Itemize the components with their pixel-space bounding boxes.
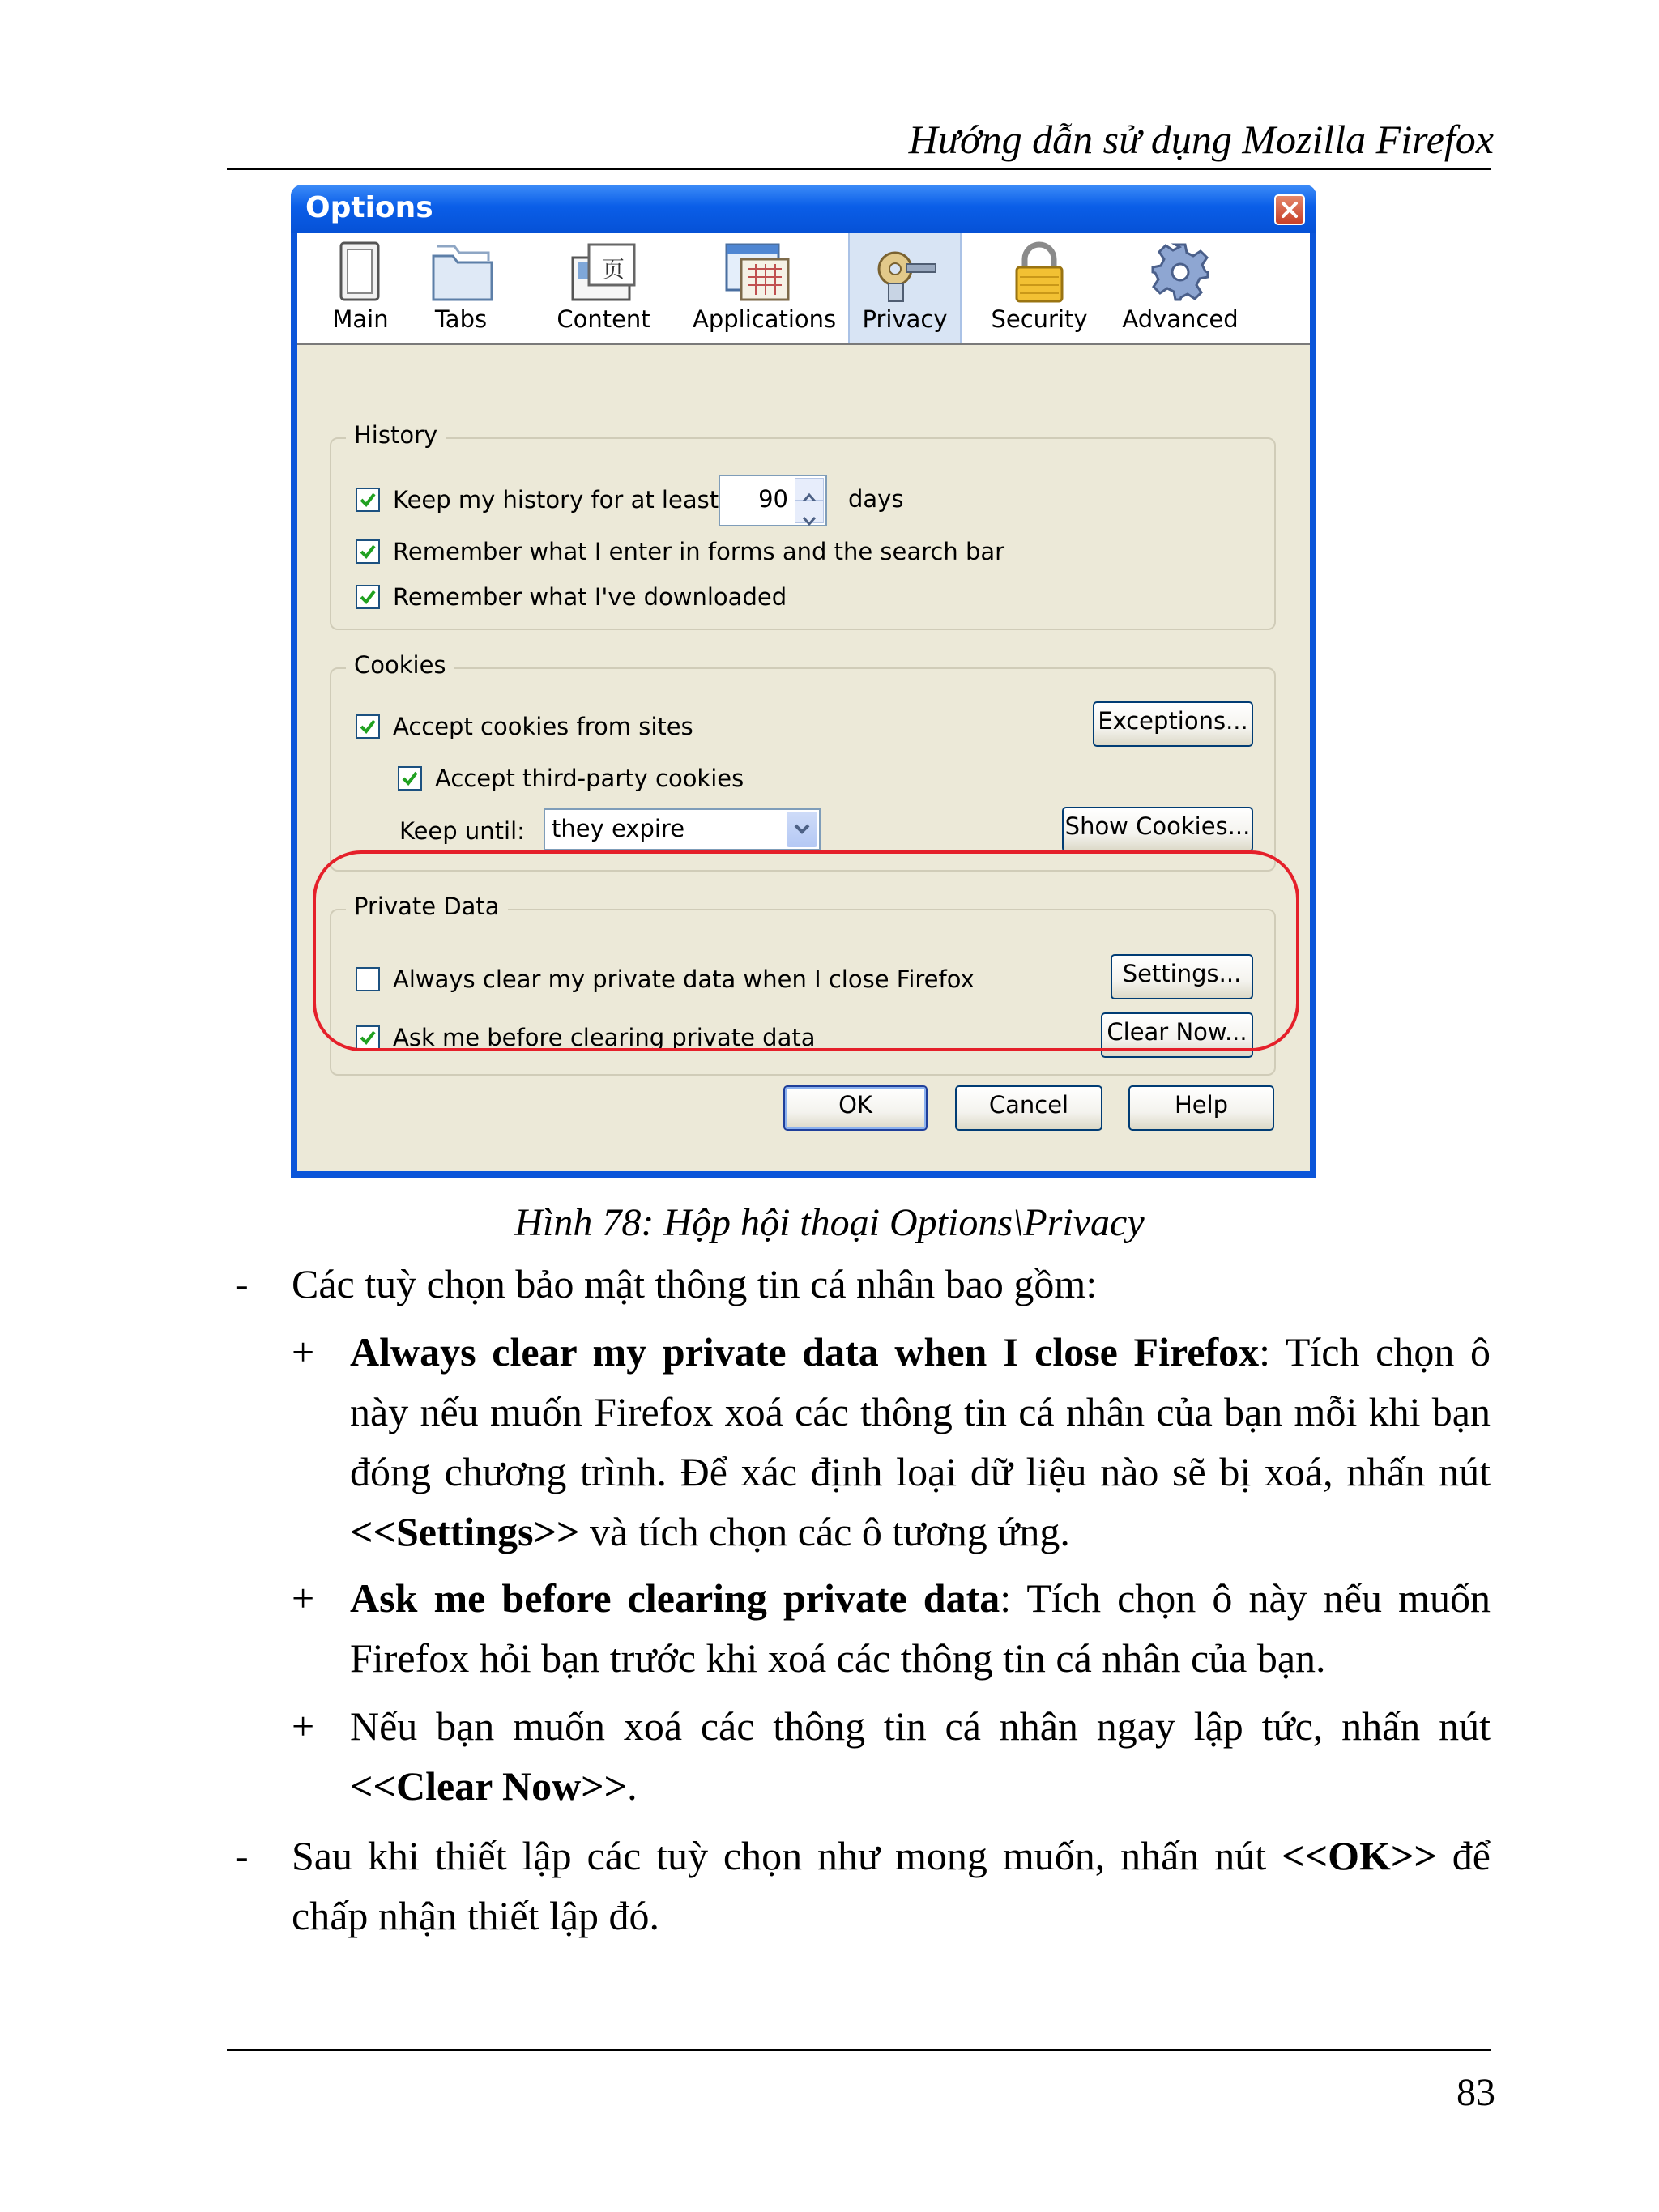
dialog-title: Options (305, 191, 433, 224)
cookies-group-title: Cookies (346, 650, 454, 680)
tabs-folder-icon (429, 241, 497, 303)
checkmark-icon (359, 588, 377, 606)
tab-content[interactable] (555, 233, 652, 343)
content-icon (569, 241, 638, 303)
accept-cookies-label: Accept cookies from sites (393, 713, 693, 740)
private-data-group-title: Private Data (346, 891, 508, 922)
outro-paragraph (292, 1826, 1491, 1946)
outro-tail: để chấp nhận thiết lập đó. (292, 1833, 1491, 1938)
page-number: 83 (1456, 2071, 1495, 2114)
tab-label: Security (991, 305, 1088, 333)
item3-text: Nếu bạn muốn xoá các thông tin cá nhân ngay lập tức, nhấn nút (350, 1703, 1491, 1749)
bullet-plus: + (292, 1575, 315, 1621)
help-button[interactable]: Help (1128, 1085, 1274, 1131)
settings-button[interactable]: Settings... (1111, 954, 1253, 999)
history-group-title: History (346, 420, 446, 450)
tab-applications[interactable] (693, 233, 837, 343)
close-button[interactable] (1274, 194, 1305, 225)
chevron-down-icon[interactable] (787, 812, 817, 847)
category-toolbar (297, 233, 1310, 345)
tab-label: Advanced (1122, 305, 1239, 333)
ok-button[interactable]: OK (783, 1085, 928, 1131)
close-icon (1281, 201, 1299, 219)
cookies-group (330, 651, 1276, 872)
checkmark-icon (359, 718, 377, 735)
item3-paragraph (350, 1696, 1491, 1816)
exceptions-button[interactable]: Exceptions... (1093, 701, 1253, 747)
tab-security[interactable] (975, 233, 1104, 343)
item1-tail: và tích chọn các ô tương ứng. (579, 1509, 1070, 1554)
ask-before-clearing-label: Ask me before clearing private data (393, 1024, 816, 1051)
clear-now-button[interactable]: Clear Now... (1101, 1012, 1253, 1058)
item1-paragraph (350, 1322, 1491, 1562)
tab-advanced[interactable] (1107, 233, 1253, 343)
checkmark-icon (359, 491, 377, 509)
bullet-dash: - (235, 1261, 249, 1306)
keep-until-select[interactable] (544, 808, 821, 850)
third-party-cookies-checkbox[interactable] (398, 766, 422, 791)
gear-icon (1148, 241, 1213, 303)
remember-forms-checkbox[interactable] (356, 539, 380, 564)
applications-icon (723, 241, 791, 303)
accept-cookies-checkbox[interactable] (356, 714, 380, 739)
bullet-dash: - (235, 1833, 249, 1878)
item2-text: : Tích chọn ô này nếu muốn Firefox hỏi bạn trước khi xoá các thông tin cá nhân của bạn. (350, 1575, 1491, 1681)
tab-main[interactable] (328, 233, 393, 343)
dialog-titlebar[interactable] (291, 185, 1316, 233)
figure-caption: Hình 78: Hộp hội thoại Options\Privacy (514, 1201, 1145, 1244)
item1-bold: Always clear my private data when I close Firefox (350, 1329, 1260, 1375)
item2-paragraph (350, 1568, 1491, 1688)
checkmark-icon (401, 769, 419, 787)
item3-button-ref: <<Clear Now>> (350, 1763, 628, 1809)
keep-history-label: Keep my history for at least (393, 486, 719, 514)
tab-label: Tabs (434, 305, 488, 333)
item3-tail: . (627, 1763, 638, 1809)
keep-history-checkbox[interactable] (356, 488, 380, 512)
keep-until-value: they expire (552, 815, 685, 842)
tab-tabs[interactable] (429, 233, 493, 343)
lock-icon (1007, 241, 1072, 303)
checkmark-icon (359, 543, 377, 560)
intro-paragraph: Các tuỳ chọn bảo mật thông tin cá nhân bao gồm: (292, 1261, 1098, 1306)
item1-text: : Tích chọn ô này nếu muốn Firefox xoá các thông tin cá nhân của bạn mỗi khi bạn đóng chương trình. Để xác định loại dữ liệu nào sẽ bị xoá, nhấn nút (350, 1329, 1491, 1494)
svg-text:页: 页 (602, 256, 625, 283)
highlight-annotation (313, 850, 1299, 1051)
third-party-cookies-label: Accept third-party cookies (435, 765, 744, 792)
outro-button-ref: <<OK>> (1282, 1833, 1437, 1878)
main-window-icon (336, 241, 385, 303)
tab-privacy[interactable] (848, 233, 962, 343)
cancel-button[interactable]: Cancel (955, 1085, 1102, 1131)
item1-button-ref: <<Settings>> (350, 1509, 580, 1554)
remember-downloads-label: Remember what I've downloaded (393, 583, 787, 611)
keep-until-label: Keep until: (399, 817, 525, 845)
tab-label: Content (557, 305, 650, 333)
tab-label: Main (332, 305, 389, 333)
page-header-title: Hướng dẫn sử dụng Mozilla Firefox (908, 117, 1494, 162)
tab-label: Privacy (862, 305, 948, 333)
spin-down-icon[interactable] (795, 501, 824, 523)
always-clear-label: Always clear my private data when I close Firefox (393, 965, 975, 993)
remember-forms-label: Remember what I enter in forms and the search bar (393, 538, 1005, 565)
spin-up-icon[interactable] (795, 478, 824, 501)
history-days-unit: days (848, 485, 904, 513)
outro-text: Sau khi thiết lập các tuỳ chọn như mong muốn, nhấn nút (292, 1833, 1282, 1878)
tab-label: Applications (693, 305, 837, 333)
remember-downloads-checkbox[interactable] (356, 585, 380, 609)
footer-rule (227, 2049, 1491, 2051)
spinner-arrows[interactable] (795, 478, 824, 523)
item2-bold: Ask me before clearing private data (350, 1575, 1000, 1621)
bullet-plus: + (292, 1703, 315, 1749)
history-group (330, 421, 1276, 630)
bullet-plus: + (292, 1329, 315, 1375)
header-rule (227, 168, 1491, 170)
show-cookies-button[interactable]: Show Cookies... (1062, 807, 1253, 852)
history-days-value: 90 (758, 485, 788, 513)
privacy-key-icon (871, 241, 939, 303)
history-days-spinner[interactable] (719, 475, 827, 526)
